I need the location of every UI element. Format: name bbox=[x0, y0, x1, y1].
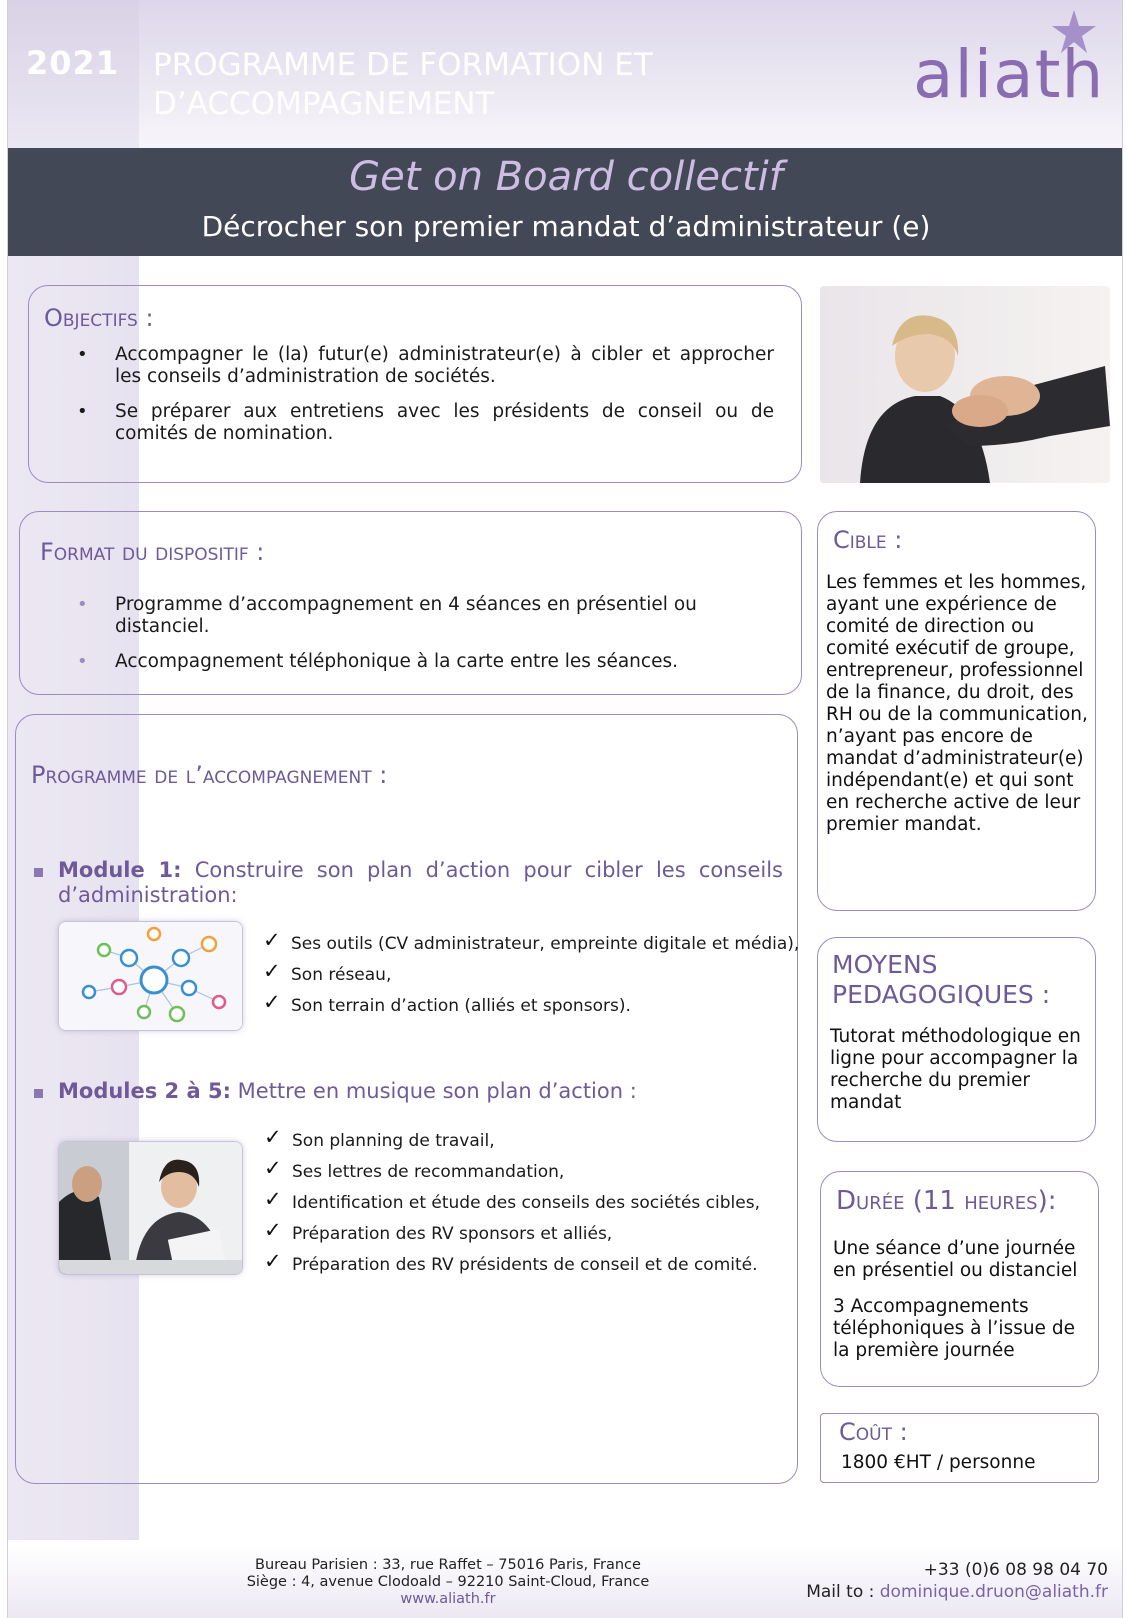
module2-checklist bbox=[264, 1125, 760, 1286]
email-link[interactable]: dominique.druon@aliath.fr bbox=[879, 1582, 1108, 1602]
website-link[interactable]: www.aliath.fr bbox=[400, 1591, 496, 1607]
bullet-icon: • bbox=[77, 344, 88, 365]
mail-label: Mail to : bbox=[806, 1582, 880, 1602]
moyens-box bbox=[817, 937, 1096, 1142]
checkmark-icon: ✓ bbox=[264, 1218, 282, 1242]
list-item: ✓ Son terrain d’action (alliés et sponsors). bbox=[263, 990, 631, 1016]
objectifs-list bbox=[29, 344, 774, 458]
square-bullet-icon bbox=[34, 868, 43, 877]
list-item: • Accompagnement téléphonique à la carte entre les séances. bbox=[77, 651, 678, 672]
program-title-line1: PROGRAMME DE FORMATION ET bbox=[153, 47, 653, 83]
network-image bbox=[58, 921, 243, 1031]
bullet-icon: • bbox=[77, 401, 88, 422]
cible-title: Cible : bbox=[833, 526, 903, 554]
list-item: • Programme d’accompagnement en 4 séances en présentiel ou distanciel. bbox=[77, 594, 697, 637]
bullet-icon: • bbox=[77, 651, 88, 672]
cout-title: Coût : bbox=[839, 1418, 908, 1446]
checkmark-icon: ✓ bbox=[264, 1156, 282, 1180]
footer-contact bbox=[806, 1559, 1108, 1603]
list-item: • Accompagner le (la) futur(e) administrateur(e) à cibler et approcher les conseils d’administration de sociétés. bbox=[77, 344, 774, 387]
duree-text1: Une séance d’une journée en présentiel ou distanciel bbox=[833, 1238, 1078, 1281]
footer-mail-line bbox=[806, 1581, 1108, 1603]
cible-text: Les femmes et les hommes, ayant une expérience de comité de direction ou comité exécutif de groupe, entrepreneur, professionnel de la finance, du droit, des RH ou de la communication, n’ayant pas encore de mandat d’administrateur(e) indépendant(e) et qui sont en recherche active de leur premier mandat. bbox=[826, 572, 1088, 835]
list-item: ✓ Identification et étude des conseils des sociétés cibles, bbox=[264, 1187, 760, 1213]
footer-address-line2: Siège : 4, avenue Clodoald – 92210 Saint-Cloud, France bbox=[246, 1574, 650, 1590]
list-item: ✓ Préparation des RV présidents de conseil et de comité. bbox=[264, 1249, 758, 1275]
program-title-line2: D’ACCOMPAGNEMENT bbox=[153, 86, 495, 122]
title-banner bbox=[8, 148, 1123, 256]
footer bbox=[8, 1545, 1123, 1618]
moyens-title: MOYENS PEDAGOGIQUES : bbox=[832, 950, 1051, 1009]
meeting-photo bbox=[58, 1141, 243, 1275]
phone-number: +33 (0)6 08 98 04 70 bbox=[923, 1560, 1108, 1580]
module1-heading: Module 1: Construire son plan d’action pour cibler les conseils d’administration: bbox=[58, 858, 783, 907]
programme-title: Programme de l’accompagnement : bbox=[31, 761, 388, 789]
list-item: • Se préparer aux entretiens avec les présidents de conseil ou de comités de nomination. bbox=[77, 401, 774, 444]
header bbox=[8, 0, 1123, 148]
bullet-icon: • bbox=[77, 594, 88, 615]
banner-title: Get on Board collectif bbox=[349, 154, 783, 200]
document-page bbox=[7, 0, 1123, 1618]
objectifs-title: Objectifs : bbox=[44, 304, 154, 332]
star-icon bbox=[1050, 8, 1098, 56]
list-item: ✓ Son planning de travail, bbox=[264, 1125, 495, 1151]
objectifs-box bbox=[28, 285, 802, 483]
duree-box bbox=[820, 1171, 1099, 1387]
moyens-text: Tutorat méthodologique en ligne pour accompagner la recherche du premier mandat bbox=[830, 1026, 1081, 1113]
list-item: ✓ Son réseau, bbox=[263, 959, 392, 985]
year-label: 2021 bbox=[26, 44, 120, 82]
square-bullet-icon bbox=[34, 1089, 43, 1098]
module2-heading: Modules 2 à 5: Mettre en musique son plan d’action : bbox=[58, 1079, 637, 1103]
programme-box bbox=[15, 714, 798, 1484]
checkmark-icon: ✓ bbox=[264, 1125, 282, 1149]
cible-box bbox=[817, 511, 1096, 911]
list-item: ✓ Préparation des RV sponsors et alliés, bbox=[264, 1218, 613, 1244]
cout-text: 1800 €HT / personne bbox=[841, 1452, 1036, 1473]
list-item: ✓ Ses lettres de recommandation, bbox=[264, 1156, 565, 1182]
format-title: Format du dispositif : bbox=[40, 538, 265, 566]
cout-box bbox=[820, 1413, 1099, 1483]
checkmark-icon: ✓ bbox=[263, 928, 281, 952]
duree-text2: 3 Accompagnements téléphoniques à l’issue de la première journée bbox=[833, 1296, 1075, 1361]
checkmark-icon: ✓ bbox=[263, 959, 281, 983]
program-title bbox=[153, 46, 773, 124]
footer-address-line1: Bureau Parisien : 33, rue Raffet – 75016 Paris, France bbox=[255, 1557, 641, 1573]
aliath-logo: aliath bbox=[913, 36, 1105, 113]
checkmark-icon: ✓ bbox=[264, 1249, 282, 1273]
handshake-photo bbox=[820, 286, 1110, 483]
format-box bbox=[19, 511, 802, 695]
module1-checklist bbox=[263, 928, 800, 1027]
checkmark-icon: ✓ bbox=[263, 990, 281, 1014]
list-item: ✓ Ses outils (CV administrateur, empreinte digitale et média), bbox=[263, 928, 800, 954]
checkmark-icon: ✓ bbox=[264, 1187, 282, 1211]
duree-title: Durée (11 heures): bbox=[836, 1186, 1057, 1216]
format-list bbox=[29, 594, 749, 686]
banner-subtitle: Décrocher son premier mandat d’administrateur (e) bbox=[201, 210, 931, 243]
footer-address bbox=[208, 1557, 688, 1608]
